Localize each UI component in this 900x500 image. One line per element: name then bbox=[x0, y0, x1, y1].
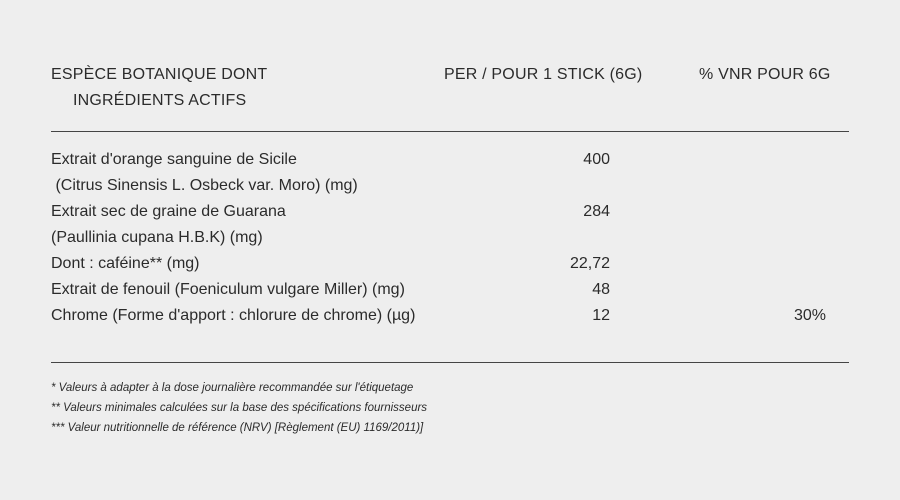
ingredient-value: 12 bbox=[592, 307, 610, 324]
header-species-line2: INGRÉDIENTS ACTIFS bbox=[73, 92, 247, 109]
ingredient-name-line1: Extrait sec de graine de Guarana bbox=[51, 203, 286, 220]
ingredient-name bbox=[51, 251, 531, 277]
table-row bbox=[51, 251, 849, 277]
ingredient-name-line1: Dont : caféine** (mg) bbox=[51, 255, 200, 272]
footnote: *** Valeur nutritionnelle de référence (NRV) [Règlement (EU) 1169/2011)] bbox=[51, 422, 424, 434]
ingredient-value: 22,72 bbox=[569, 255, 610, 272]
ingredient-name-line1: Extrait de fenouil (Foeniculum vulgare Miller) (mg) bbox=[51, 281, 405, 298]
nutrition-table bbox=[51, 62, 849, 324]
ingredient-name-line2: (Citrus Sinensis L. Osbeck var. Moro) (mg) bbox=[51, 177, 358, 194]
ingredient-name bbox=[51, 147, 531, 199]
ingredient-value: 400 bbox=[583, 151, 610, 168]
ingredient-name bbox=[51, 303, 531, 329]
table-header bbox=[51, 62, 849, 130]
ingredient-name-line2: (Paullinia cupana H.B.K) (mg) bbox=[51, 229, 263, 246]
header-vnr: % VNR POUR 6G bbox=[699, 66, 831, 83]
table-row bbox=[51, 277, 849, 303]
header-divider bbox=[51, 131, 849, 132]
ingredient-name-line1: Extrait d'orange sanguine de Sicile bbox=[51, 151, 297, 168]
table-row bbox=[51, 199, 849, 251]
ingredient-vnr: 30% bbox=[793, 307, 826, 324]
footnote: ** Valeurs minimales calculées sur la base des spécifications fournisseurs bbox=[51, 402, 428, 414]
ingredient-name bbox=[51, 277, 531, 303]
header-species-line1: ESPÈCE BOTANIQUE DONT bbox=[51, 66, 268, 83]
footnote: * Valeurs à adapter à la dose journalière recommandée sur l'étiquetage bbox=[51, 382, 414, 394]
ingredient-value: 284 bbox=[583, 203, 610, 220]
table-row bbox=[51, 303, 849, 329]
header-per-stick: PER / POUR 1 STICK (6G) bbox=[444, 66, 643, 83]
ingredient-name bbox=[51, 199, 531, 251]
table-body bbox=[51, 147, 849, 329]
footer-divider bbox=[51, 362, 849, 363]
footnotes bbox=[51, 378, 427, 438]
ingredient-name-line1: Chrome (Forme d'apport : chlorure de chrome) (µg) bbox=[51, 307, 416, 324]
table-row bbox=[51, 147, 849, 199]
ingredient-value: 48 bbox=[592, 281, 610, 298]
